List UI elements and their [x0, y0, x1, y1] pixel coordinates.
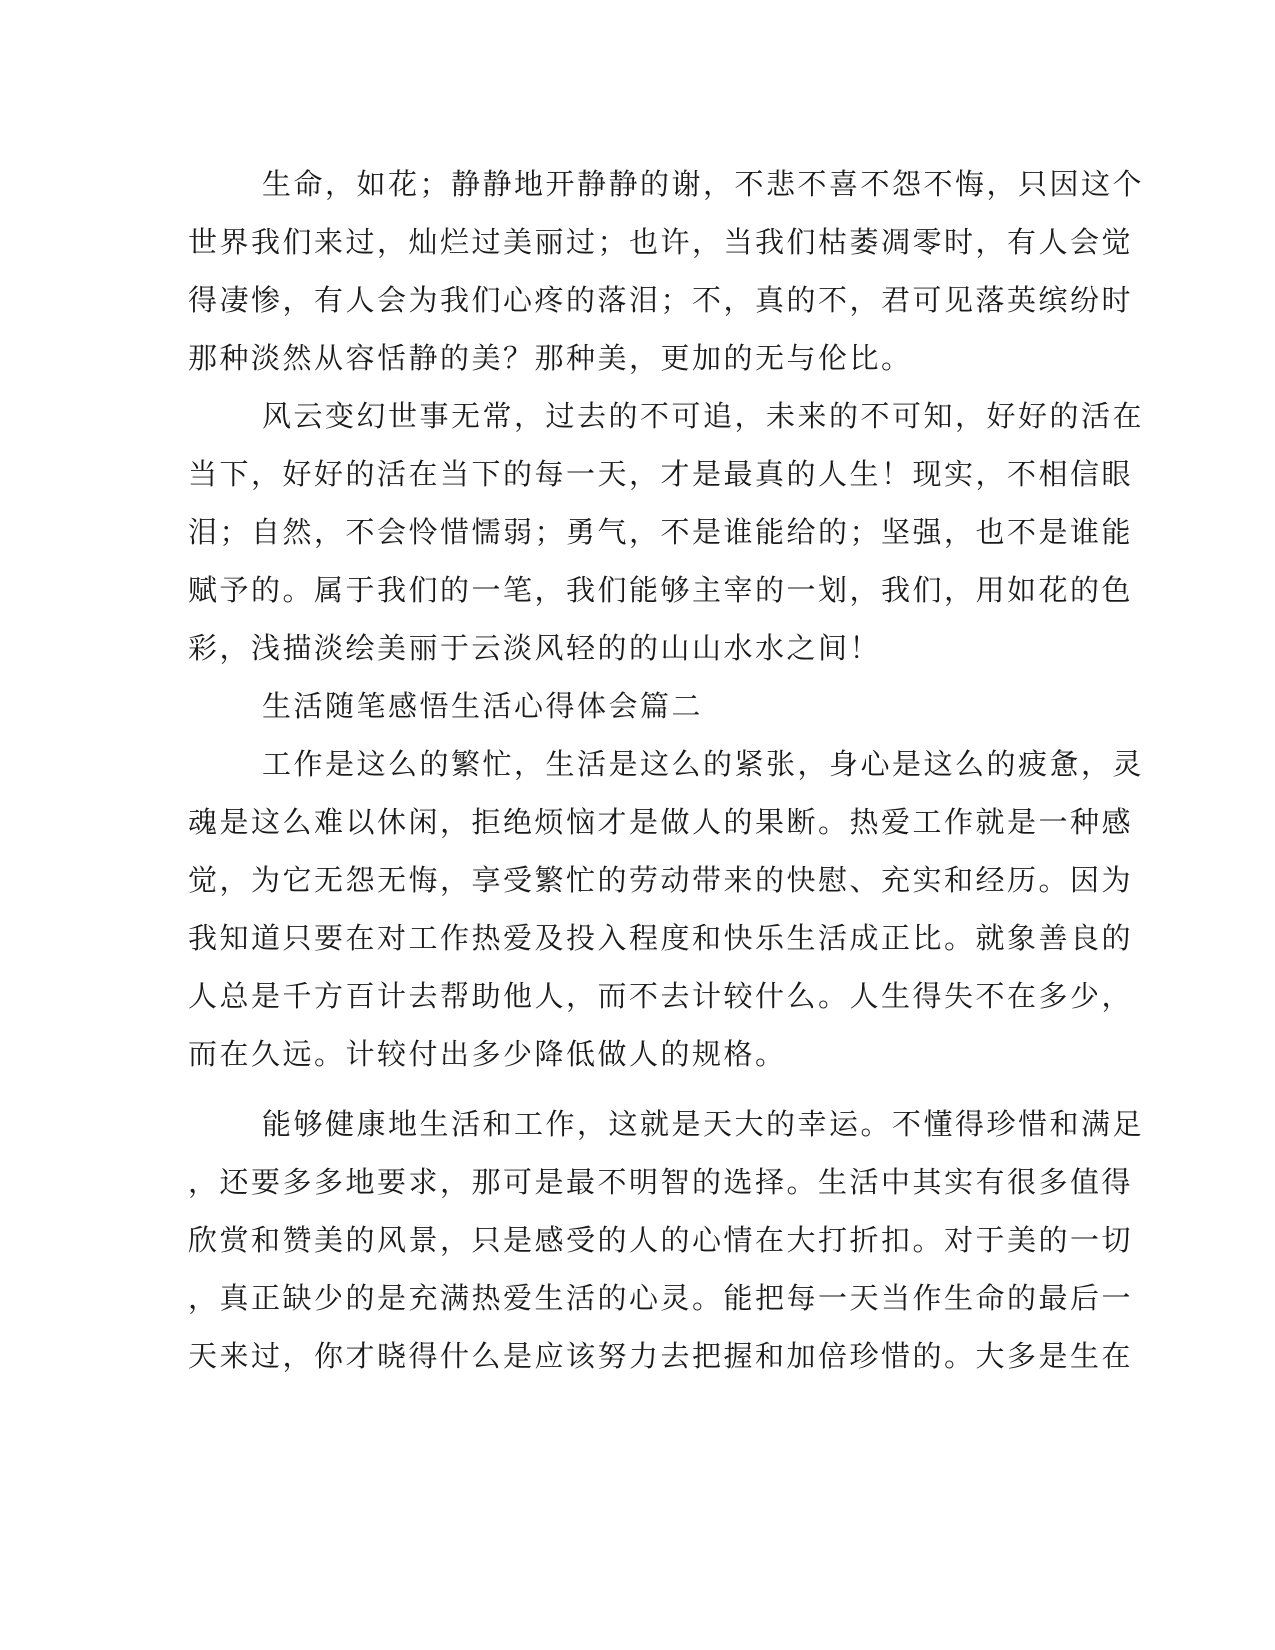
paragraph-3-line-3: 觉，为它无怨无悔，享受繁忙的劳动带来的快慰、充实和经历。因为: [188, 863, 1134, 897]
paragraph-1-line-3: 得凄惨，有人会为我们心疼的落泪；不，真的不，君可见落英缤纷时: [188, 283, 1134, 317]
paragraph-4-line-4: ，真正缺少的是充满热爱生活的心灵。能把每一天当作生命的最后一: [188, 1281, 1134, 1315]
paragraph-3-line-4: 我知道只要在对工作热爱及投入程度和快乐生活成正比。就象善良的: [188, 921, 1134, 955]
paragraph-4-line-1: 能够健康地生活和工作，这就是天大的幸运。不懂得珍惜和满足: [262, 1107, 1145, 1141]
paragraph-3-line-6: 而在久远。计较付出多少降低做人的规格。: [188, 1037, 787, 1071]
paragraph-1-line-4: 那种淡然从容恬静的美？那种美，更加的无与伦比。: [188, 341, 913, 375]
paragraph-4-line-2: ，还要多多地要求，那可是最不明智的选择。生活中其实有很多值得: [188, 1165, 1134, 1199]
paragraph-2-line-3: 泪；自然，不会怜惜懦弱；勇气，不是谁能给的；坚强，也不是谁能: [188, 515, 1134, 549]
paragraph-3-line-1: 工作是这么的繁忙，生活是这么的紧张，身心是这么的疲惫，灵: [262, 747, 1145, 781]
paragraph-4-line-5: 天来过，你才晓得什么是应该努力去把握和加倍珍惜的。大多是生在: [188, 1339, 1134, 1373]
paragraph-3-line-2: 魂是这么难以休闲，拒绝烦恼才是做人的果断。热爱工作就是一种感: [188, 805, 1134, 839]
paragraph-2-line-5: 彩，浅描淡绘美丽于云淡风轻的的山山水水之间！: [188, 631, 882, 665]
section-heading: 生活随笔感悟生活心得体会篇二: [262, 689, 704, 723]
paragraph-3-line-5: 人总是千方百计去帮助他人，而不去计较什么。人生得失不在多少，: [188, 979, 1134, 1013]
paragraph-1-line-1: 生命，如花；静静地开静静的谢，不悲不喜不怨不悔，只因这个: [262, 167, 1145, 201]
paragraph-2-line-2: 当下，好好的活在当下的每一天，才是最真的人生！现实，不相信眼: [188, 457, 1134, 491]
paragraph-2-line-1: 风云变幻世事无常，过去的不可追，未来的不可知，好好的活在: [262, 399, 1145, 433]
paragraph-1-line-2: 世界我们来过，灿烂过美丽过；也许，当我们枯萎凋零时，有人会觉: [188, 225, 1134, 259]
paragraph-2-line-4: 赋予的。属于我们的一笔，我们能够主宰的一划，我们，用如花的色: [188, 573, 1134, 607]
paragraph-4-line-3: 欣赏和赞美的风景，只是感受的人的心情在大打折扣。对于美的一切: [188, 1223, 1134, 1257]
